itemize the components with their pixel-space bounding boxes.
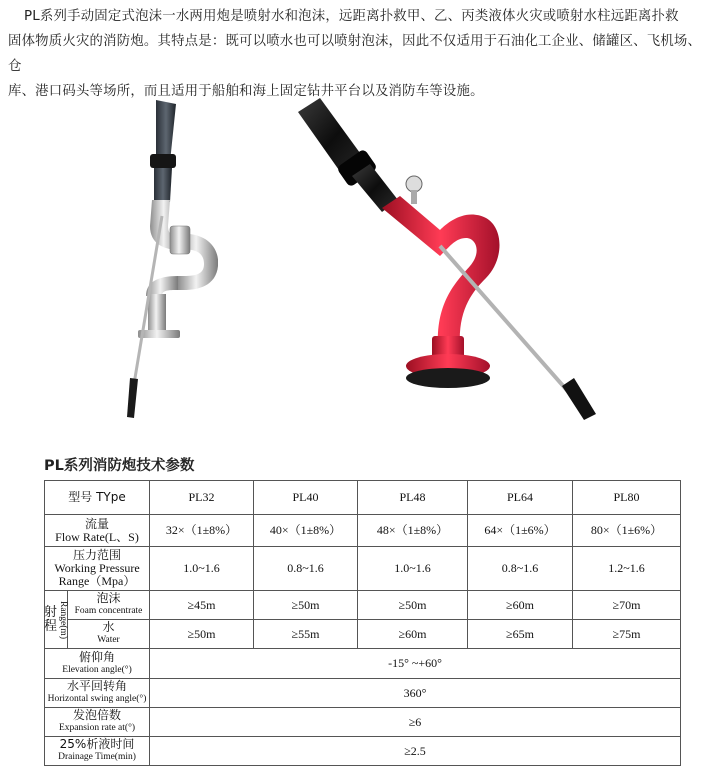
- model-cell: PL40: [254, 481, 358, 515]
- table-row-water: [45, 620, 681, 649]
- swing-value: 360°: [150, 679, 681, 708]
- pressure-label-cn: 压力范围: [73, 548, 122, 562]
- table-row-expansion: [45, 708, 681, 737]
- foam-label-cn: 泡沫: [96, 591, 121, 605]
- foam-cell: ≥50m: [358, 591, 468, 620]
- table-row-elevation: [45, 649, 681, 679]
- expansion-label-cn: 发泡倍数: [73, 708, 122, 722]
- swing-label-cn: 水平回转角: [67, 679, 128, 693]
- flow-cell: 80×（1±6%）: [573, 515, 681, 547]
- model-cell: PL80: [573, 481, 681, 515]
- range-label-en: Range(m): [58, 600, 69, 639]
- pressure-cell: 1.2~1.6: [573, 547, 681, 591]
- foam-cell: ≥45m: [150, 591, 254, 620]
- foam-cell: ≥50m: [254, 591, 358, 620]
- red-cannon-image: [290, 96, 604, 422]
- water-cell: ≥65m: [468, 620, 573, 649]
- range-label-cn-2: 程: [44, 618, 58, 634]
- flow-cell: 64×（1±6%）: [468, 515, 573, 547]
- range-label-cn-1: 射: [44, 604, 58, 620]
- drainage-value: ≥2.5: [150, 737, 681, 766]
- foam-cell: ≥70m: [573, 591, 681, 620]
- flow-cell: 48×（1±8%）: [358, 515, 468, 547]
- expansion-label-en: Expansion rate at(°): [58, 723, 136, 733]
- table-row-drainage: [45, 737, 681, 766]
- drainage-label-cn: 25%析液时间: [59, 737, 135, 751]
- drainage-label-en: Drainage Time(min): [58, 752, 136, 762]
- pressure-cell: 1.0~1.6: [150, 547, 254, 591]
- flow-label-cn: 流量: [85, 516, 110, 531]
- pressure-cell: 0.8~1.6: [254, 547, 358, 591]
- model-cell: PL64: [468, 481, 573, 515]
- water-cell: ≥50m: [150, 620, 254, 649]
- expansion-value: ≥6: [150, 708, 681, 737]
- elevation-label-cn: 俯仰角: [79, 649, 116, 664]
- water-label-cn: 水: [102, 620, 115, 634]
- intro-paragraph: [8, 4, 712, 104]
- pressure-cell: 0.8~1.6: [468, 547, 573, 591]
- flow-cell: 32×（1±8%）: [150, 515, 254, 547]
- table-row-pressure: [45, 547, 681, 591]
- pressure-label-en-1: Working Pressure: [54, 561, 140, 575]
- pressure-label-en-2: Range（Mpa）: [58, 574, 136, 588]
- intro-line-1: PL系列手动固定式泡沫一水两用炮是喷射水和泡沫，远距离扑救甲、乙、丙类液体火灾或喷射水柱远距离扑救: [24, 9, 679, 24]
- intro-line-2: 固体物质火灾的消防炮。其特点是：既可以喷水也可以喷射泡沫，因此不仅适用于石油化工企业、储罐区、飞机场、仓: [8, 34, 702, 74]
- water-cell: ≥55m: [254, 620, 358, 649]
- table-row-type: [45, 481, 681, 515]
- foam-cell: ≥60m: [468, 591, 573, 620]
- water-label-en: Water: [97, 635, 120, 645]
- range-label: [45, 591, 68, 649]
- table-row-swing: [45, 679, 681, 708]
- water-cell: ≥75m: [573, 620, 681, 649]
- stainless-cannon-image: [118, 96, 218, 422]
- spec-table: [44, 480, 681, 766]
- swing-label-en: Horizontal swing angle(°): [47, 694, 147, 704]
- intro-line-3: 库、港口码头等场所，而且适用于船舶和海上固定钻井平台以及消防车等设施。: [8, 84, 484, 99]
- model-cell: PL32: [150, 481, 254, 515]
- table-row-foam: [45, 591, 681, 620]
- water-cell: ≥60m: [358, 620, 468, 649]
- pressure-cell: 1.0~1.6: [358, 547, 468, 591]
- type-label: 型号 TYpe: [68, 490, 126, 504]
- foam-label-en: Foam concentrate: [74, 606, 143, 616]
- table-title: PL系列消防炮技术参数: [44, 458, 195, 474]
- table-row-flow: [45, 515, 681, 547]
- flow-cell: 40×（1±8%）: [254, 515, 358, 547]
- model-cell: PL48: [358, 481, 468, 515]
- elevation-value: -15° ~+60°: [150, 649, 681, 679]
- elevation-label-en: Elevation angle(°): [62, 664, 132, 675]
- flow-label-en: Flow Rate(L、S): [55, 529, 139, 544]
